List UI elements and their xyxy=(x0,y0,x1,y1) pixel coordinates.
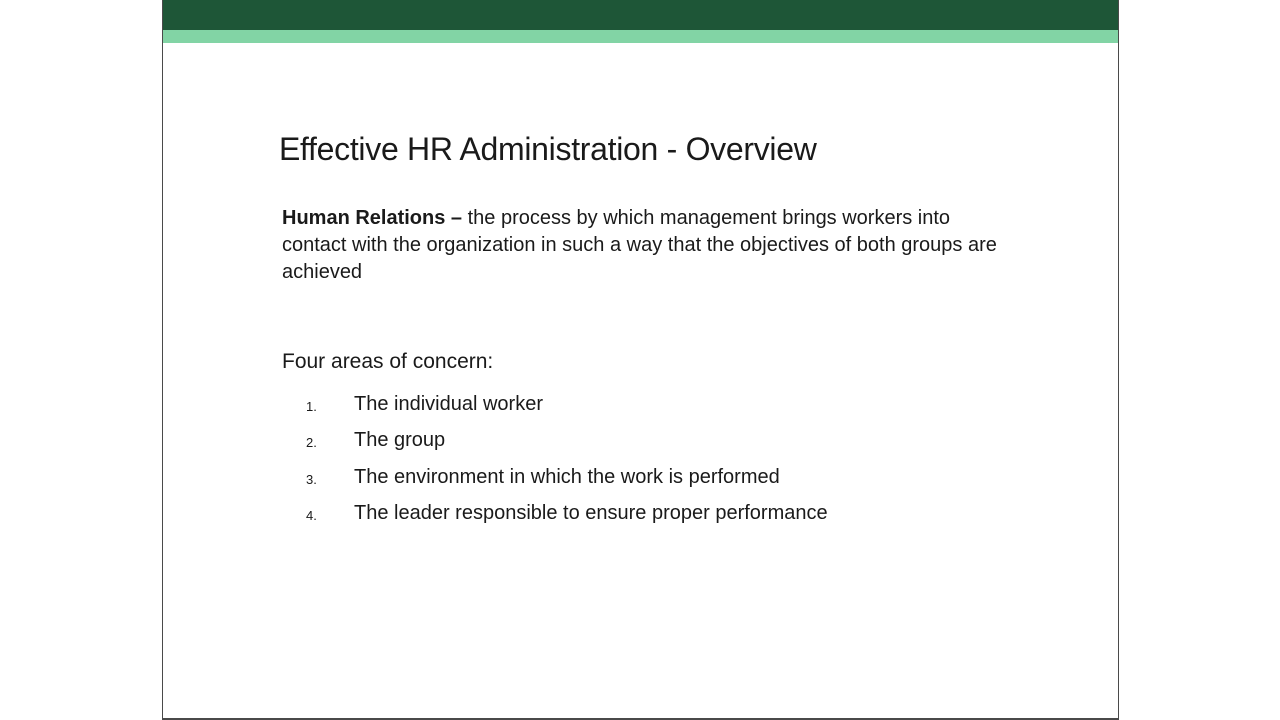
list-item xyxy=(306,496,828,533)
definition-paragraph xyxy=(282,205,1012,286)
list-item-number: 4. xyxy=(306,508,317,524)
list-item xyxy=(306,459,828,496)
areas-heading: Four areas of concern: xyxy=(282,350,494,373)
header-bar-dark xyxy=(163,0,1118,30)
list-item-text: The leader responsible to ensure proper performance xyxy=(354,502,828,525)
list-item xyxy=(306,386,828,423)
definition-term: Human Relations – xyxy=(282,207,463,229)
slide xyxy=(162,0,1119,720)
list-item-number: 1. xyxy=(306,398,317,414)
list-item-text: The environment in which the work is performed xyxy=(354,465,780,488)
list-item-text: The individual worker xyxy=(354,392,543,415)
list-item-number: 3. xyxy=(306,471,317,487)
list-item xyxy=(306,423,828,460)
list-item-text: The group xyxy=(354,429,446,452)
list-item-number: 2. xyxy=(306,435,317,451)
header-bar-light xyxy=(163,30,1118,43)
definition-text: the process by which management brings workers into contact with the organization in such a way that the objectives of both groups are achieved xyxy=(282,207,997,283)
areas-list xyxy=(306,386,828,532)
slide-title: Effective HR Administration - Overview xyxy=(279,131,817,167)
